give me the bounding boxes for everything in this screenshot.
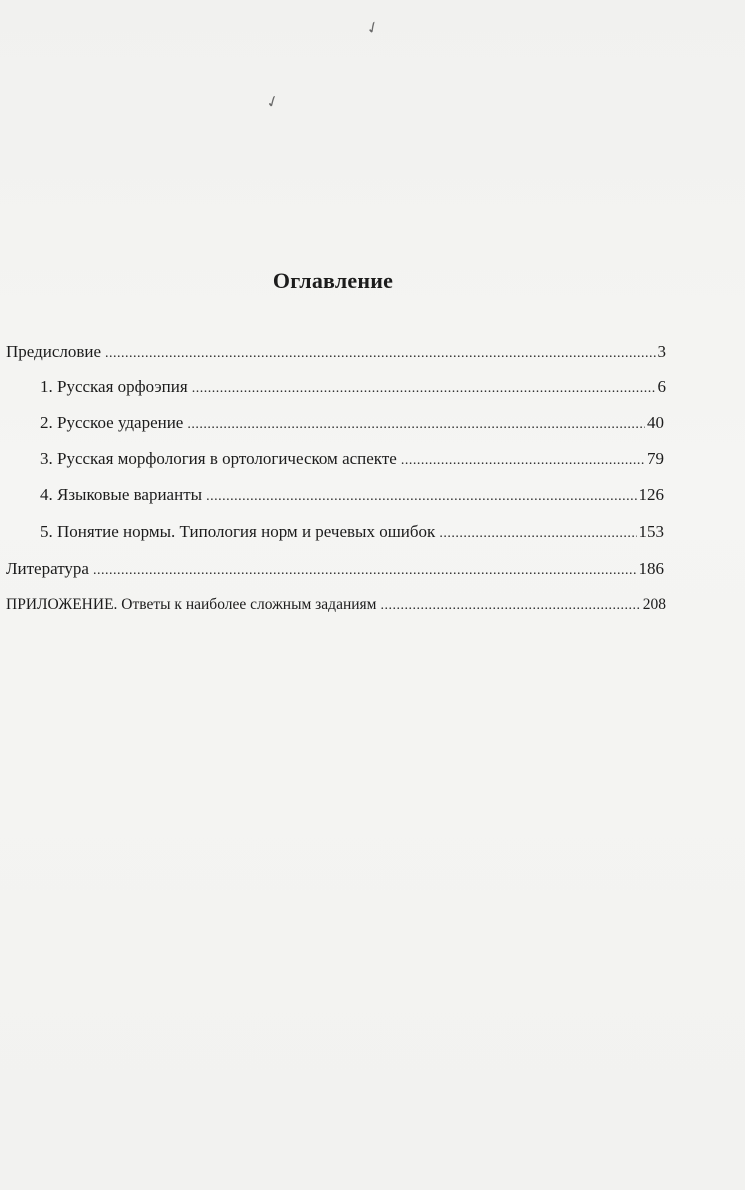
toc-entry-literature xyxy=(6,559,664,583)
toc-entry-chapter-3 xyxy=(40,449,664,473)
toc-leader-dots xyxy=(93,563,637,579)
toc-entry-label: 1. Русская орфоэпия xyxy=(40,377,188,396)
toc-leader-dots xyxy=(105,346,655,362)
toc-page-number: 3 xyxy=(657,342,666,361)
toc-entry-label: Предисловие xyxy=(6,342,102,361)
toc-page-number: 6 xyxy=(657,377,666,396)
toc-entry-chapter-5 xyxy=(40,522,664,546)
toc-page-number: 126 xyxy=(638,485,664,504)
toc-page-number: 186 xyxy=(638,559,664,578)
toc-entry-appendix xyxy=(6,596,666,620)
toc-entry-label: 2. Русское ударение xyxy=(40,413,184,432)
toc-leader-dots xyxy=(380,598,640,614)
toc-entry-label: 4. Языковые варианты xyxy=(40,485,203,504)
page-title: Оглавление xyxy=(272,268,394,293)
toc-entry-chapter-1 xyxy=(40,377,666,401)
pencil-mark-icon: ✓ xyxy=(362,16,383,39)
toc-leader-dots xyxy=(401,453,645,469)
pencil-mark-icon: ✓ xyxy=(263,90,283,113)
toc-entry-chapter-2 xyxy=(40,413,664,437)
toc-leader-dots xyxy=(206,489,636,505)
toc-entry-chapter-4 xyxy=(40,485,664,509)
toc-leader-dots xyxy=(192,381,656,397)
toc-page-number: 208 xyxy=(642,596,666,613)
toc-entry-preface xyxy=(6,342,666,366)
toc-entry-label: 3. Русская морфология в ортологическом аспекте xyxy=(40,449,397,468)
toc-page-number: 40 xyxy=(647,413,664,432)
toc-entry-label: Литература xyxy=(6,559,89,578)
toc-entry-label: 5. Понятие нормы. Типология норм и речевых ошибок xyxy=(40,522,436,541)
toc-page-number: 153 xyxy=(638,522,664,541)
toc-entry-label: ПРИЛОЖЕНИЕ. Ответы к наиболее сложным заданиям xyxy=(6,596,377,613)
toc-leader-dots xyxy=(439,526,636,542)
toc-leader-dots xyxy=(187,417,645,433)
toc-page-number: 79 xyxy=(647,449,664,468)
